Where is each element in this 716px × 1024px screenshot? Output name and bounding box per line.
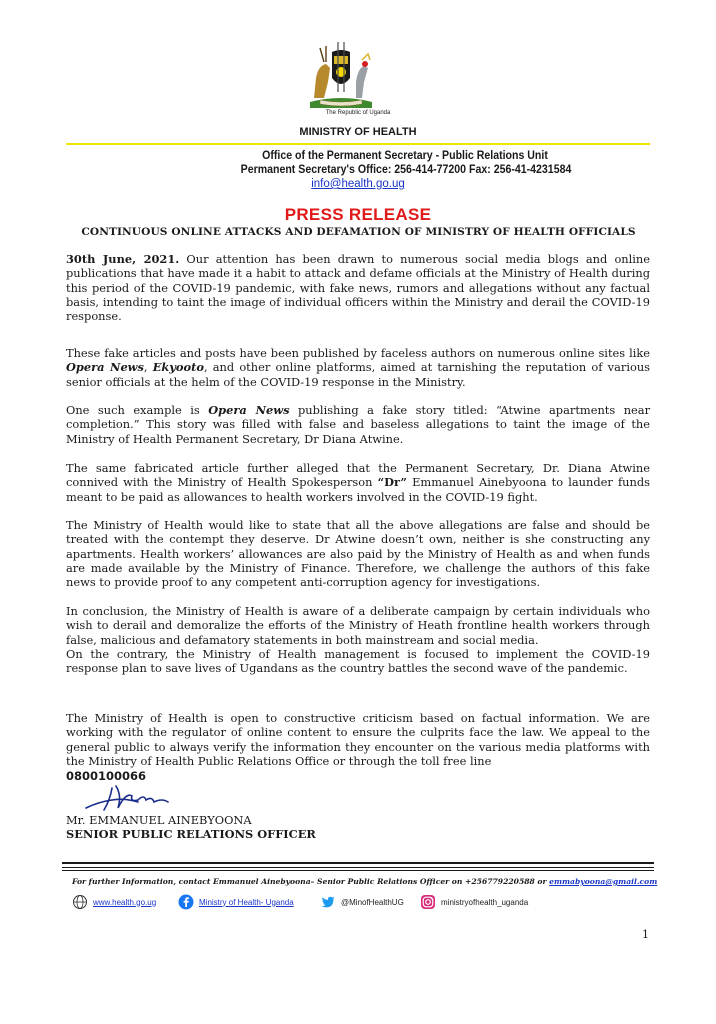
paragraph-6: In conclusion, the Ministry of Health is aware of a deliberate campaign by certain individuals who wish to derail and demoralize the efforts of the Ministry of Heath frontline health workers through false, malicious and defamatory statements in both mainstream and social media.: [66, 604, 650, 647]
globe-icon: [72, 894, 88, 910]
press-release-title: PRESS RELEASE: [284, 205, 432, 224]
paragraph-4: The same fabricated article further alleged that the Permanent Secretary, Dr. Diana Atwine connived with the Ministry of Health Spokesperson “Dr” Emmanuel Ainebyoona to launder funds meant to be paid as allowances to health workers involved in the COVID-19 fight.: [66, 461, 650, 504]
website-link[interactable]: www.health.go.ug: [72, 892, 156, 912]
signer-title: SENIOR PUBLIC RELATIONS OFFICER: [66, 827, 316, 841]
ekyooto-mention: Ekyooto: [152, 360, 204, 375]
paragraph-3: One such example is Opera News publishing a fake story titled: “Atwine apartments near completion.” This story was filled with false and baseless allegations to taint the image of the Ministry of Health Permanent Secretary, Dr Diana Atwine.: [66, 403, 651, 446]
paragraph-8: The Ministry of Health is open to constructive criticism based on factual information. We are working with the regulator of online content to ensure the culprits face the law. We appeal to the general public to always verify the information they encounter on the various media platforms with the Ministry of Health Public Relations Office or through the toll free line: [66, 711, 650, 768]
uganda-coat-of-arms-icon: [302, 38, 380, 110]
republic-caption: The Republic of Uganda: [325, 110, 391, 116]
signer-name: Mr. EMMANUEL AINEBYOONA: [66, 813, 252, 827]
page-number: 1: [642, 928, 649, 941]
footer-divider: [62, 870, 654, 871]
toll-free-number: 0800100066: [66, 769, 147, 783]
office-title: Office of the Permanent Secretary - Public Relations Unit: [262, 150, 548, 162]
release-date: 30th June, 2021.: [66, 252, 180, 266]
footer-divider: [62, 862, 654, 864]
office-phone-fax: Permanent Secretary's Office: 256-414-77200 Fax: 256-41-4231584: [240, 164, 572, 176]
twitter-icon: [320, 894, 336, 910]
footer-contact: For further Information, contact Emmanuel Ainebyoona– Senior Public Relations Officer on +256779220588 or emmabyoona@gmail.com: [72, 877, 658, 886]
office-email-link[interactable]: info@health.go.ug: [311, 178, 405, 190]
paragraph-2: These fake articles and posts have been published by faceless authors on numerous online sites like Opera News, Ekyooto, and other online platforms, aimed at tarnishing the reputation of various senior officials at the helm of the COVID-19 response in the Ministry.: [66, 346, 650, 389]
opera-news-mention: Opera News: [66, 360, 144, 375]
facebook-icon: [178, 894, 194, 910]
facebook-link[interactable]: Ministry of Health- Uganda: [178, 892, 294, 912]
instagram-link[interactable]: ministryofhealth_uganda: [420, 892, 528, 912]
paragraph-7: On the contrary, the Ministry of Health management is focused to implement the COVID-19 response plan to save lives of Ugandans as the country battles the second wave of the pandemic.: [66, 647, 650, 676]
ministry-name: MINISTRY OF HEALTH: [299, 126, 417, 138]
opera-news-mention: Opera News: [208, 403, 290, 417]
twitter-link[interactable]: @MinofHealthUG: [320, 892, 404, 912]
header-divider: [66, 143, 650, 145]
footer-divider: [62, 867, 654, 868]
paragraph-5: The Ministry of Health would like to state that all the above allegations are false and should be treated with the contempt they deserve. Dr Atwine doesn’t own, neither is she constructing any apartments. Health workers’ allowances are also paid by the Ministry of Health as and when funds are made available by the Ministry of Finance. Therefore, we challenge the authors of this fake news to provide proof to any competent anti-corruption agency for investigations.: [66, 518, 650, 590]
signature-icon: [82, 782, 192, 816]
instagram-icon: [420, 894, 436, 910]
paragraph-1: 30th June, 2021. Our attention has been drawn to numerous social media blogs and online publications that have made it a habit to attack and defame officials at the Ministry of Health during this period of the COVID-19 pandemic, with fake news, rumors and allegations without any factual basis, intending to taint the image of individual officers within the Ministry and derail the COVID-19 response.: [66, 252, 650, 324]
contact-email-link[interactable]: emmabyoona@gmail.com: [549, 877, 658, 886]
headline: CONTINUOUS ONLINE ATTACKS AND DEFAMATION OF MINISTRY OF HEALTH OFFICIALS: [81, 226, 636, 238]
